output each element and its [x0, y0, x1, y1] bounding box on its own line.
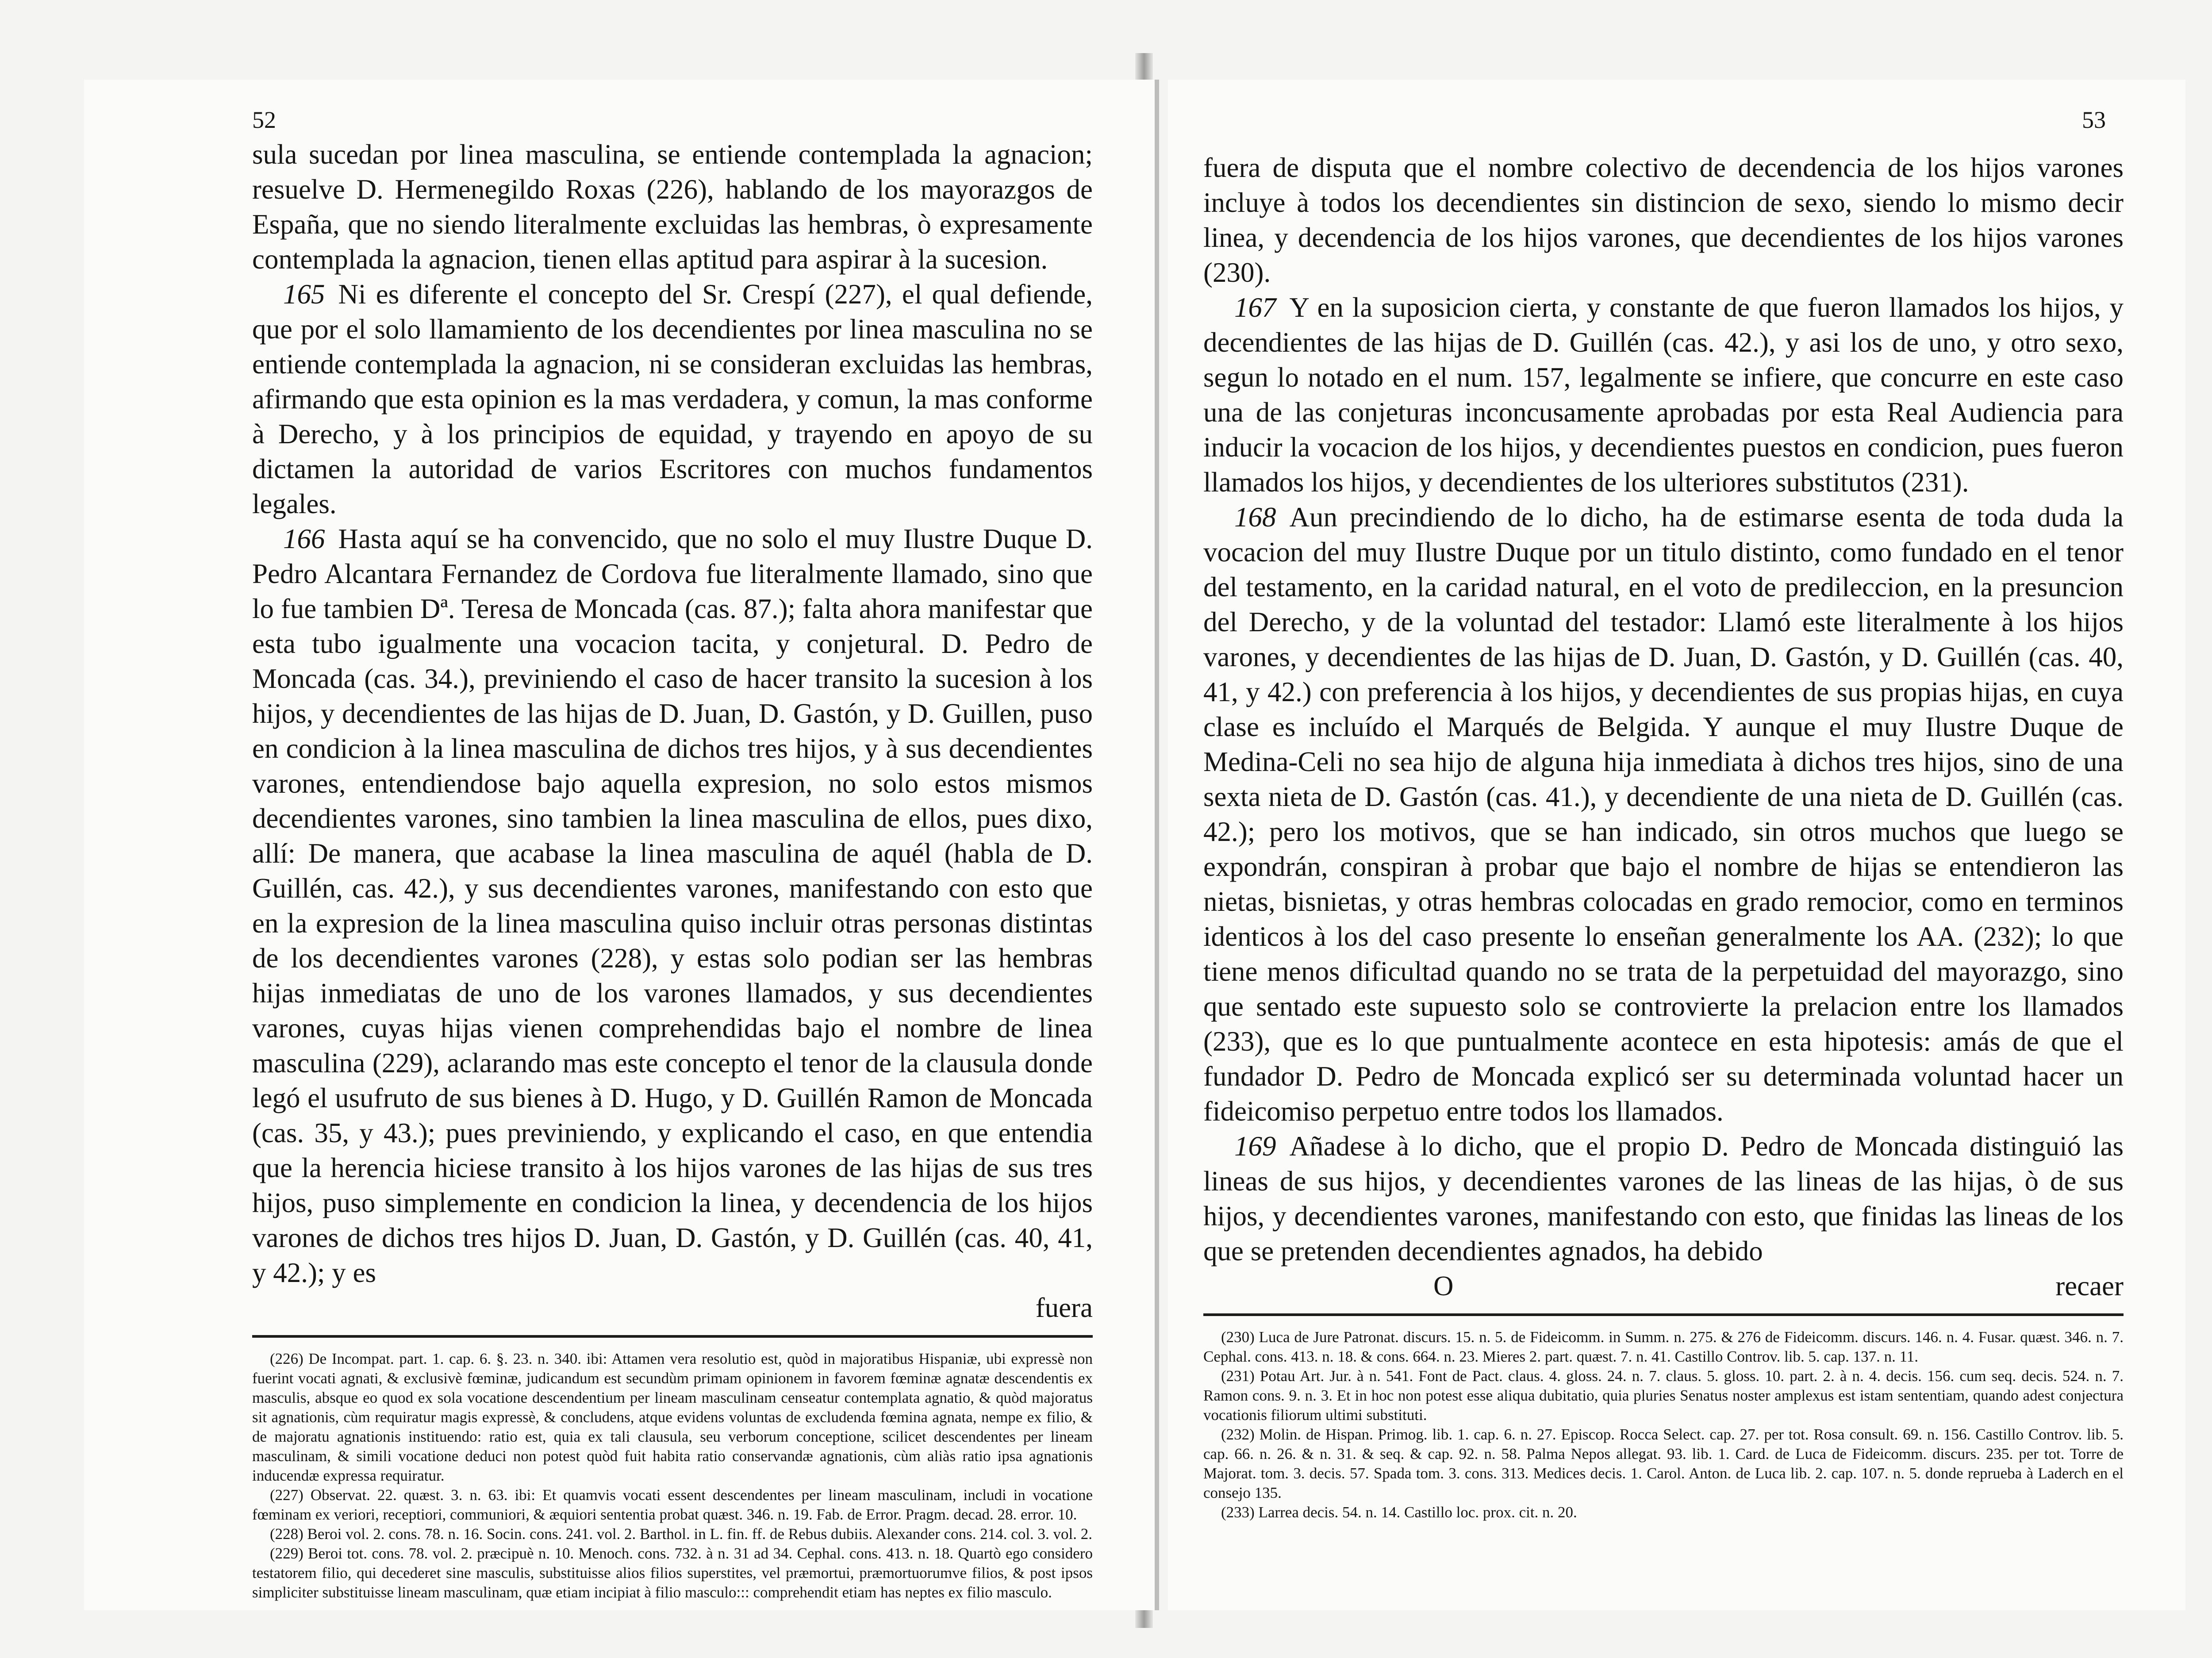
footnote-rule — [1203, 1313, 2124, 1316]
page-number: 52 — [252, 107, 276, 133]
paragraph-number: 166 — [283, 523, 325, 554]
right-page — [1168, 80, 2185, 1610]
footnote: (226) De Incompat. part. 1. cap. 6. §. 23. n. 340. ibi: Attamen vera resolutio est, quòd in majoratibus Hispaniæ, ubi expressè non fuerint vocati agnati, & exclusivè fœminæ, judicandum est secundùm primam opinionem in favorem fœminæ agnatæ descendentis ex masculis, absque eo quod ex sola vocatione descendentium per lineam masculinam censeatur contemplata agnatio, & quòd majoratus sit agnationis, cùm requiratur magis expressè, & concludens, atque evidens voluntas de excludenda fœmina agnata, nempe ex filio, & de majoratu agnationis instituendo: ratio est, quia ex tali clausula, seu verborum conceptione, scilicet descendentes per lineam masculinam, & simili vocatione deduci non potest quòd fuit habita ratio conservandæ agnationis, cùm aliàs ratio ipsa agnationis inducendæ expressa requiratur. — [252, 1350, 1093, 1484]
footnote: (228) Beroi vol. 2. cons. 78. n. 16. Socin. cons. 241. vol. 2. Barthol. in L. fin. ff. de Rebus dubiis. Alexander cons. 214. col. 3. vol. 2. — [270, 1525, 1093, 1543]
main-text — [1168, 150, 2185, 1522]
catchword: fuera — [1035, 1292, 1093, 1323]
footnotes — [252, 1349, 1093, 1602]
left-page — [84, 80, 1159, 1610]
signature-line — [1203, 1269, 2124, 1304]
signature-mark: O — [1433, 1270, 1454, 1301]
paragraph: 167 Y en la suposicion cierta, y constante de que fueron llamados los hijos, y decendientes de las hijas de D. Guillén (cas. 42.), y asi los de uno, y otro sexo, segun lo notado en el num. 157, legalmente se infiere, que concurre en este caso una de las conjeturas inconcusamente aprobadas por esta Real Audiencia para inducir la vocacion de los hijos, y decendientes puestos en condicion, pues fueron llamados los hijos, y decendientes de los ulteriores substitutos (231). — [1203, 292, 2124, 498]
footnotes — [1203, 1328, 2124, 1522]
paragraph: 165 Ni es diferente el concepto del Sr. Crespí (227), el qual defiende, que por el solo llamamiento de los decendientes por linea masculina no se entiende contemplada la agnacion, ni se consideran excluidas las hembras, afirmando que esta opinion es la mas verdadera, y comun, la mas conforme à Derecho, y à los principios de equidad, y trayendo en apoyo de su dictamen la autoridad de varios Escritores con muchos fundamentos legales. — [252, 279, 1093, 519]
paragraph-number: 165 — [283, 279, 325, 310]
catchword: recaer — [2055, 1270, 2124, 1301]
paragraph: 168 Aun precindiendo de lo dicho, ha de estimarse esenta de toda duda la vocacion del muy Ilustre Duque por un titulo distinto, como fundado en el tenor del testamento, en la caridad natural, en el voto de predileccion, en la presuncion del Derecho, y de la voluntad del testador: Llamó este literalmente à los hijos varones, y decendientes de las hijas de D. Juan, D. Gastón, y D. Guillén (cas. 40, 41, y 42.) con preferencia à los hijos, y decendientes de sus propias hijas, en cuya clase es incluído el Marqués de Belgida. Y aunque el muy Ilustre Duque de Medina-Celi no sea hijo de alguna hija inmediata à dichos tres hijos, sino de una sexta nieta de D. Gastón (cas. 41.), y decendiente de una nieta de D. Guillén (cas. 42.); pero los motivos, que se han indicado, sin otros muchos que luego se expondrán, conspiran à probar que bajo el nombre de hijas se entendieron las nietas, bisnietas, y otras hembras colocadas en grado remocior, como en terminos identicos à los del caso presente lo enseñan generalmente los AA. (232); lo que tiene menos dificultad quando no se trata de la perpetuidad del mayorazgo, sino que sentado este supuesto solo se controvierte la prelacion entre los llamados (233), que es lo que puntualmente acontece en esta hipotesis: amás de que el fundador D. Pedro de Moncada explicó ser su determinada voluntad hacer un fideicomiso perpetuo entre todos los llamados. — [1203, 502, 2124, 1127]
main-text — [84, 137, 1155, 1602]
paragraph-number: 169 — [1234, 1131, 1276, 1162]
page-number: 53 — [2082, 107, 2106, 133]
paragraph-number: 167 — [1234, 292, 1276, 323]
footnote: (233) Larrea decis. 54. n. 14. Castillo loc. prox. cit. n. 20. — [1221, 1504, 1577, 1521]
paragraph-number: 168 — [1234, 502, 1276, 533]
footnote: (231) Potau Art. Jur. à n. 541. Font de Pact. claus. 4. gloss. 24. n. 7. claus. 5. gloss. 10. part. 2. à n. 4. decis. 156. cum seq. decis. 524. n. 7. Ramon cons. 9. n. 3. Et in hoc non potest esse aliqua dubitatio, quia pluries Senatus noster amplexus est istam sententiam, quando adest conjectura vocationis filiorum ultimi substituti. — [1203, 1367, 2124, 1424]
footnote-rule — [252, 1335, 1093, 1338]
footnote: (227) Observat. 22. quæst. 3. n. 63. ibi: Et quamvis vocati essent descendentes per lineam masculinam, includi in vocatione fœminam ex veriori, receptiori, communiori, & æquiori sententia probat quæst. 346. n. 19. Fab. de Error. Pragm. decad. 28. error. 10. — [252, 1486, 1093, 1523]
footnote: (232) Molin. de Hispan. Primog. lib. 1. cap. 6. n. 27. Episcop. Rocca Select. cap. 27. per tot. Rosa consult. 69. n. 156. Castillo Controv. lib. 5. cap. 66. n. 26. & n. 31. & seq. & cap. 92. n. 58. Palma Nepos allegat. 93. lib. 1. Card. de Luca de Fideicomm. discurs. 235. per tot. Torre de Majorat. tom. 3. decis. 57. Spada tom. 3. cons. 313. Medices decis. 1. Carol. Anton. de Luca lib. 2. cap. 107. n. 5. donde reprueba à Laderch en el consejo 135. — [1203, 1426, 2124, 1501]
paragraph: 166 Hasta aquí se ha convencido, que no solo el muy Ilustre Duque D. Pedro Alcantara Fernandez de Cordova fue literalmente llamado, sino que lo fue tambien Dª. Teresa de Moncada (cas. 87.); falta ahora manifestar que esta tubo igualmente una vocacion tacita, y conjetural. D. Pedro de Moncada (cas. 34.), previniendo el caso de hacer transito la sucesion à los hijos, y decendientes de las hijas de D. Juan, D. Gastón, y D. Guillen, puso en condicion à la linea masculina de dichos tres hijos, y à sus decendientes varones, entendiendose bajo aquella expresion, no solo estos mismos decendientes varones, sino tambien la linea masculina de ellos, pues dixo, allí: De manera, que acabase la linea masculina de aquél (habla de D. Guillén, cas. 42.), y sus decendientes varones, manifestando con esto que en la expresion de la linea masculina quiso incluir otras personas distintas de los decendientes varones (228), y estas solo podian ser las hembras hijas inmediatas de uno de los varones llamados, y sus decendientes varones, cuyas hijas vienen comprehendidas bajo el nombre de linea masculina (229), aclarando mas este concepto el tenor de la clausula donde legó el usufruto de sus bienes à D. Hugo, y D. Guillén Ramon de Moncada (cas. 35, y 43.); pues previniendo, y explicando el caso, en que entendia que la herencia hiciese transito à los hijos varones de las hijas de sus tres hijos, puso simplemente en condicion la linea, y decendencia de los hijos varones de dichos tres hijos D. Juan, D. Gastón, y D. Guillén (cas. 40, 41, y 42.); y es — [252, 523, 1093, 1288]
footnote: (229) Beroi tot. cons. 78. vol. 2. præcipuè n. 10. Menoch. cons. 732. à n. 31 ad 34. Cephal. cons. 413. n. 18. Quartò ego considero testatorem filio, qui decederet sine masculis, substituisse alios filios superstites, vel præmortui, præmortuorumve filios, & post ipsos simpliciter substituisse lineam masculinam, quæ etiam incipiat à filio masculo::: comprehendit etiam has neptes ex filio masculo. — [252, 1545, 1093, 1601]
paragraph: 169 Añadese à lo dicho, que el propio D. Pedro de Moncada distinguió las lineas de sus hijos, y decendientes varones de las lineas de las hijas, ò de sus hijos, y decendientes varones, manifestando con esto, que finidas las lineas de los que se pretenden decendientes agnados, ha debido — [1203, 1131, 2124, 1267]
paragraph: fuera de disputa que el nombre colectivo de decendencia de los hijos varones incluye à todos los decendientes sin distincion de sexo, siendo lo mismo decir linea, y decendencia de los hijos varones, que decendientes de los hijos varones (230). — [1203, 152, 2124, 288]
footnote: (230) Luca de Jure Patronat. discurs. 15. n. 5. de Fideicomm. in Summ. n. 275. & 276 de Fideicomm. discurs. 146. n. 4. Fusar. quæst. 346. n. 7. Cephal. cons. 413. n. 18. & cons. 664. n. 23. Mieres 2. part. quæst. 7. n. 41. Castillo Controv. lib. 5. cap. 137. n. 11. — [1203, 1328, 2124, 1365]
paragraph: sula sucedan por linea masculina, se entiende contemplada la agnacion; resuelve D. Hermenegildo Roxas (226), hablando de los mayorazgos de España, que no siendo literalmente excluidas las hembras, ò expresamente contemplada la agnacion, tienen ellas aptitud para aspirar à la sucesion. — [252, 139, 1093, 275]
